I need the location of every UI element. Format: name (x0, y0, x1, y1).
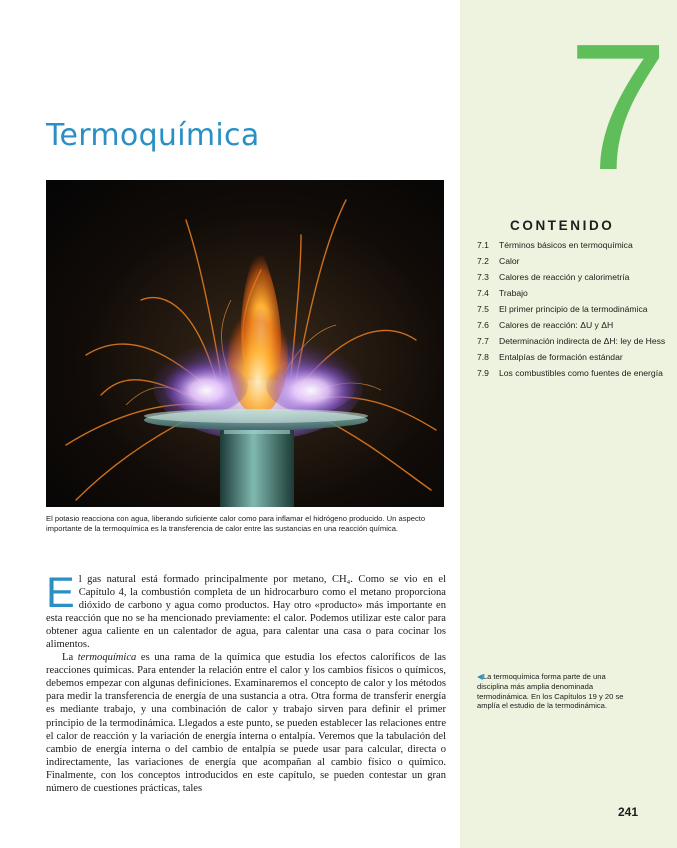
paragraph-2-term: termoquímica (77, 652, 137, 664)
body-text (46, 569, 446, 795)
toc-item-number: 7.9 (477, 368, 489, 378)
toc-item-number: 7.4 (477, 288, 489, 298)
paragraph-2 (46, 651, 446, 795)
toc-item[interactable] (477, 256, 667, 267)
toc-item-number: 7.7 (477, 336, 489, 346)
triangle-left-icon: ◀ (477, 672, 483, 681)
toc-item-number: 7.1 (477, 240, 489, 250)
paragraph-2-start: La (62, 652, 78, 664)
flame-photo (46, 180, 444, 507)
chapter-number: 7 (568, 7, 665, 208)
figure-caption: El potasio reacciona con agua, liberando suficiente calor como para inflamar el hidrógeno producido. Un aspecto importante de la termoquímica es la transferencia de calor entre las sustancias en una reacción química. (46, 514, 426, 534)
margin-note (477, 672, 627, 711)
drop-cap: E (46, 569, 75, 617)
toc-item[interactable] (477, 368, 667, 379)
toc-item-text: Calor (499, 256, 520, 266)
toc-item-number: 7.5 (477, 304, 489, 314)
toc-item-number: 7.8 (477, 352, 489, 362)
toc-item-text: Términos básicos en termoquímica (499, 240, 633, 250)
toc-item-number: 7.3 (477, 272, 489, 282)
toc-item-text: Calores de reacción y calorimetría (499, 272, 630, 282)
toc-item[interactable] (477, 352, 667, 363)
toc-item[interactable] (477, 288, 667, 299)
toc-item-text: El primer principio de la termodinámica (499, 304, 648, 314)
paragraph-1 (46, 569, 446, 651)
margin-note-text: La termoquímica forma parte de una disciplina más amplia denominada termodinámica. En los Capítulos 19 y 20 se amplía el estudio de la termodinámica. (477, 672, 624, 711)
toc-item-number: 7.6 (477, 320, 489, 330)
toc-item-text: Calores de reacción: ΔU y ΔH (499, 320, 614, 330)
chapter-title: Termoquímica (46, 118, 260, 153)
toc-item[interactable] (477, 272, 667, 283)
toc-item[interactable] (477, 240, 667, 251)
toc-item-number: 7.2 (477, 256, 489, 266)
toc-item-text: Entalpías de formación estándar (499, 352, 623, 362)
contents-heading: CONTENIDO (510, 218, 615, 233)
paragraph-1-text: l gas natural está formado principalmente por metano, CH₄. Como se vio en el Capítulo 4, la combustión completa de un hidrocarburo como el metano proporciona dióxido de carbono y agua como productos. Hay otro «producto» más importante en esta reacción que no se ha mencionado previamente: el calor. Podemos utilizar este calor para obtener agua caliente en un calentador de agua, para calentar una casa o para cocinar los alimentos. (46, 574, 446, 651)
contents-list (477, 240, 667, 384)
paragraph-2-rest: es una rama de la química que estudia los efectos caloríficos de las reacciones químicas. Para entender la relación entre el calor y los cambios físicos o químicos, debemos empezar con algunas definiciones. Examinaremos el concepto de calor y los métodos para medir la transferencia de energía de una sustancia a otra. Otra forma de transferir energía es mediante trabajo, y una combinación de calor y trabajo sirven para definir el primer principio de la termodinámica. Llegados a este punto, se pueden establecer las relaciones entre el calor de reacción y la variación de energía interna o entalpía. Veremos que la tabulación del cambio de energía interna o del cambio de entalpía se puede usar para calcular, directa o indirectamente, las variaciones de energía que acompañan al cambio físico o químico. Finalmente, con los conceptos introducidos en este capítulo, se pueden contestar un gran número de cuestiones prácticas, tales (46, 652, 446, 794)
toc-item[interactable] (477, 320, 667, 331)
page-number: 241 (618, 805, 639, 819)
toc-item[interactable] (477, 304, 667, 315)
toc-item-text: Los combustibles como fuentes de energía (499, 368, 663, 378)
toc-item[interactable] (477, 336, 667, 347)
potassium-water-flame-illustration (46, 180, 444, 507)
toc-item-text: Determinación indirecta de ΔH: ley de Hess (499, 336, 666, 346)
toc-item-text: Trabajo (499, 288, 528, 298)
